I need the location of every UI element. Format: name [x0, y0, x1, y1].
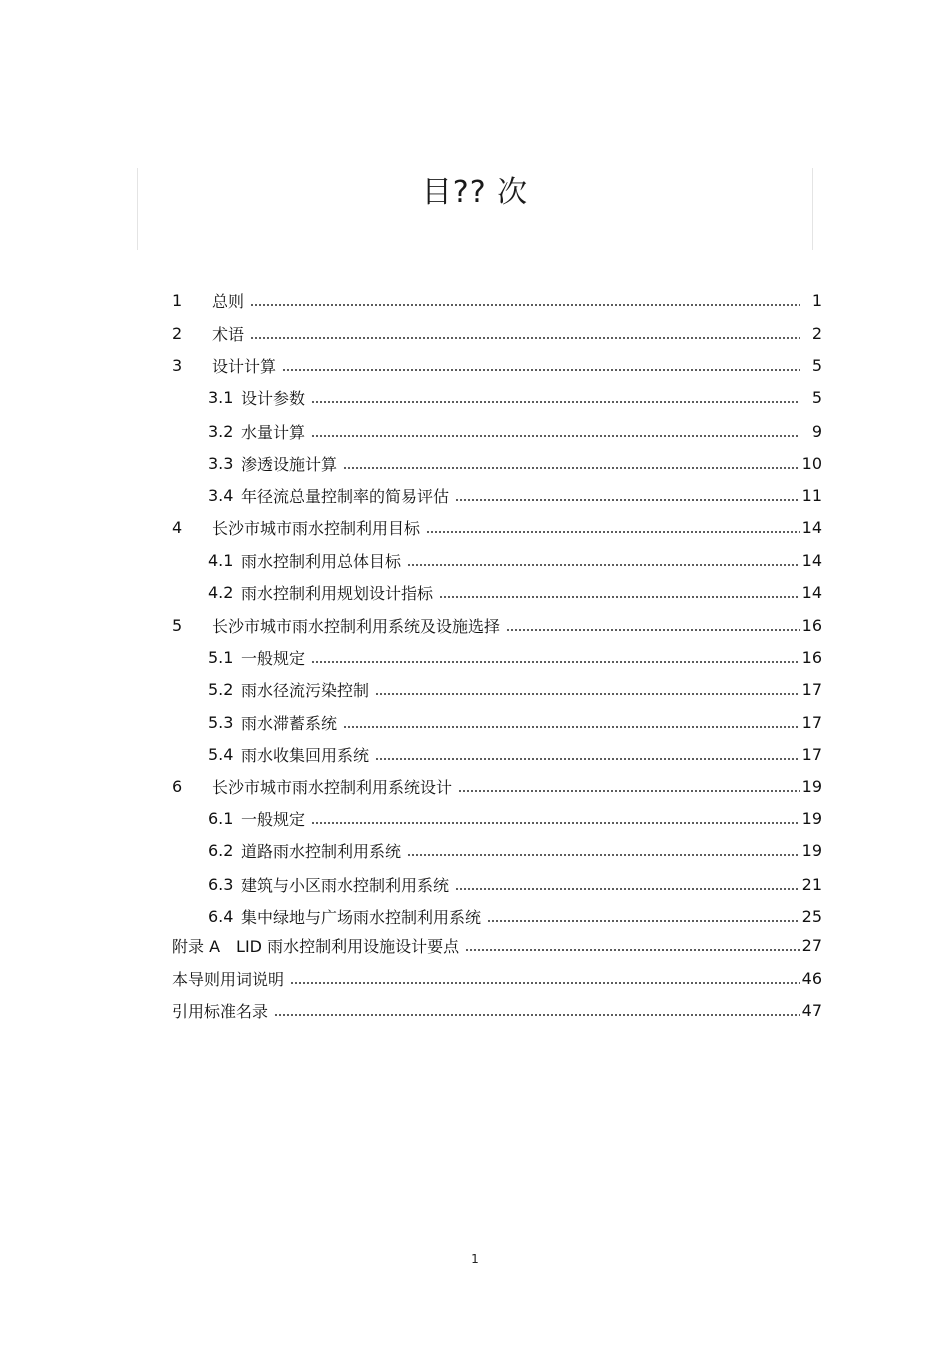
- toc-entry-page: 16: [801, 647, 822, 667]
- toc-entry-number: 4: [172, 517, 183, 537]
- dot-leader: [375, 757, 800, 761]
- toc-entry-page: 21: [801, 874, 822, 894]
- toc-entry-title: 集中绿地与广场雨水控制利用系统: [241, 907, 482, 927]
- dot-leader: [311, 821, 800, 825]
- toc-entry-4-2[interactable]: [208, 580, 822, 604]
- toc-entry-number: 6: [172, 776, 183, 796]
- toc-entry-page: 17: [801, 744, 822, 764]
- toc-entry-title: 建筑与小区雨水控制利用系统: [241, 875, 450, 895]
- toc-entry-title: 附录 A LID 雨水控制利用设施设计要点: [172, 936, 460, 956]
- toc-entry-number: 5.3: [208, 712, 234, 732]
- toc-entry-title: 长沙市城市雨水控制利用目标: [212, 518, 421, 538]
- toc-entry-3-2[interactable]: [208, 419, 822, 443]
- toc-entry-5-1[interactable]: [208, 645, 822, 669]
- page-title: 目?? 次: [421, 175, 529, 210]
- page-number: 1: [471, 1252, 479, 1266]
- toc-entry-references[interactable]: [172, 998, 822, 1022]
- toc-entry-title: 术语: [212, 324, 245, 344]
- toc-entry-5-4[interactable]: [208, 742, 822, 766]
- dot-leader: [439, 595, 800, 599]
- toc-entry-title: 雨水控制利用规划设计指标: [241, 583, 434, 603]
- toc-entry-6[interactable]: [172, 774, 822, 798]
- toc-entry-page: 27: [801, 935, 822, 955]
- toc-entry-2[interactable]: [172, 321, 822, 345]
- toc-entry-6-2[interactable]: [208, 838, 822, 862]
- toc-entry-title: 道路雨水控制利用系统: [241, 841, 402, 861]
- toc-entry-number: 3.3: [208, 453, 234, 473]
- toc-entry-number: 3: [172, 355, 183, 375]
- toc-entry-number: 3.4: [208, 485, 234, 505]
- toc-entry-page: 5: [811, 387, 822, 407]
- toc-entry-page: 14: [801, 582, 822, 602]
- toc-entry-page: 19: [801, 776, 822, 796]
- toc-entry-page: 11: [801, 485, 822, 505]
- toc-entry-page: 9: [811, 421, 822, 441]
- toc-entry-title: 一般规定: [241, 809, 306, 829]
- toc-entry-title: 本导则用词说明: [172, 969, 285, 989]
- toc-entry-wording[interactable]: [172, 966, 822, 990]
- toc-entry-page: 2: [811, 323, 822, 343]
- dot-leader: [343, 466, 800, 470]
- toc-entry-3-4[interactable]: [208, 483, 822, 507]
- toc-entry-number: 5.4: [208, 744, 234, 764]
- toc-entry-title: 年径流总量控制率的简易评估: [241, 486, 450, 506]
- toc-entry-6-1[interactable]: [208, 806, 822, 830]
- toc-entry-1[interactable]: [172, 288, 822, 312]
- dot-leader: [407, 563, 800, 567]
- toc-entry-title: 一般规定: [241, 648, 306, 668]
- dot-leader: [458, 789, 800, 793]
- toc-entry-title: 水量计算: [241, 422, 306, 442]
- dot-leader: [465, 948, 800, 952]
- toc-entry-4[interactable]: [172, 515, 822, 539]
- toc-entry-number: 4.2: [208, 582, 234, 602]
- toc-entry-title: 设计计算: [212, 356, 277, 376]
- toc-entry-title: 渗透设施计算: [241, 454, 338, 474]
- dot-leader: [455, 498, 800, 502]
- toc-entry-page: 47: [801, 1000, 822, 1020]
- toc-entry-page: 25: [801, 906, 822, 926]
- toc-entry-title: 雨水控制利用总体目标: [241, 551, 402, 571]
- toc-entry-6-4[interactable]: [208, 904, 822, 928]
- toc-entry-page: 17: [801, 712, 822, 732]
- toc-entry-number: 6.3: [208, 874, 234, 894]
- toc-entry-number: 6.2: [208, 840, 234, 860]
- toc-entry-title: 雨水径流污染控制: [241, 680, 370, 700]
- toc-entry-appendix-a[interactable]: [172, 933, 822, 957]
- toc-entry-page: 19: [801, 808, 822, 828]
- dot-leader: [455, 887, 800, 891]
- toc-entry-3-3[interactable]: [208, 451, 822, 475]
- toc-entry-number: 2: [172, 323, 183, 343]
- dot-leader: [250, 336, 800, 340]
- toc-entry-6-3[interactable]: [208, 872, 822, 896]
- toc-entry-title: 引用标准名录: [172, 1001, 269, 1021]
- toc-entry-number: 4.1: [208, 550, 234, 570]
- dot-leader: [426, 530, 800, 534]
- toc-entry-number: 5: [172, 615, 183, 635]
- toc-entry-title: 长沙市城市雨水控制利用系统及设施选择: [212, 616, 501, 636]
- dot-leader: [343, 725, 800, 729]
- dot-leader: [407, 853, 800, 857]
- dot-leader: [250, 303, 800, 307]
- dot-leader: [311, 660, 800, 664]
- toc-entry-title: 雨水滞蓄系统: [241, 713, 338, 733]
- toc-entry-page: 16: [801, 615, 822, 635]
- toc-entry-title: 长沙市城市雨水控制利用系统设计: [212, 777, 453, 797]
- dot-leader: [311, 434, 800, 438]
- toc-entry-number: 5.2: [208, 679, 234, 699]
- toc-entry-page: 14: [801, 517, 822, 537]
- dot-leader: [282, 368, 800, 372]
- toc-entry-number: 6.4: [208, 906, 234, 926]
- toc-entry-number: 3.1: [208, 387, 234, 407]
- toc-entry-4-1[interactable]: [208, 548, 822, 572]
- toc-entry-5[interactable]: [172, 613, 822, 637]
- dot-leader: [290, 981, 800, 985]
- toc-entry-page: 10: [801, 453, 822, 473]
- toc-entry-page: 19: [801, 840, 822, 860]
- toc-entry-page: 17: [801, 679, 822, 699]
- toc-entry-title: 雨水收集回用系统: [241, 745, 370, 765]
- toc-entry-title: 总则: [212, 291, 245, 311]
- dot-leader: [375, 692, 800, 696]
- dot-leader: [487, 919, 800, 923]
- toc-entry-title: 设计参数: [241, 388, 306, 408]
- toc-entry-page: 46: [801, 968, 822, 988]
- toc-entry-number: 5.1: [208, 647, 234, 667]
- toc-entry-number: 6.1: [208, 808, 234, 828]
- toc-entry-number: 1: [172, 290, 183, 310]
- toc-entry-5-2[interactable]: [208, 677, 822, 701]
- toc-entry-number: 3.2: [208, 421, 234, 441]
- toc-entry-3[interactable]: [172, 353, 822, 377]
- toc-entry-page: 14: [801, 550, 822, 570]
- toc-entry-page: 5: [811, 355, 822, 375]
- dot-leader: [274, 1013, 800, 1017]
- toc-entry-page: 1: [811, 290, 822, 310]
- toc-entry-3-1[interactable]: [208, 385, 822, 409]
- toc-entry-5-3[interactable]: [208, 710, 822, 734]
- dot-leader: [506, 628, 800, 632]
- dot-leader: [311, 400, 800, 404]
